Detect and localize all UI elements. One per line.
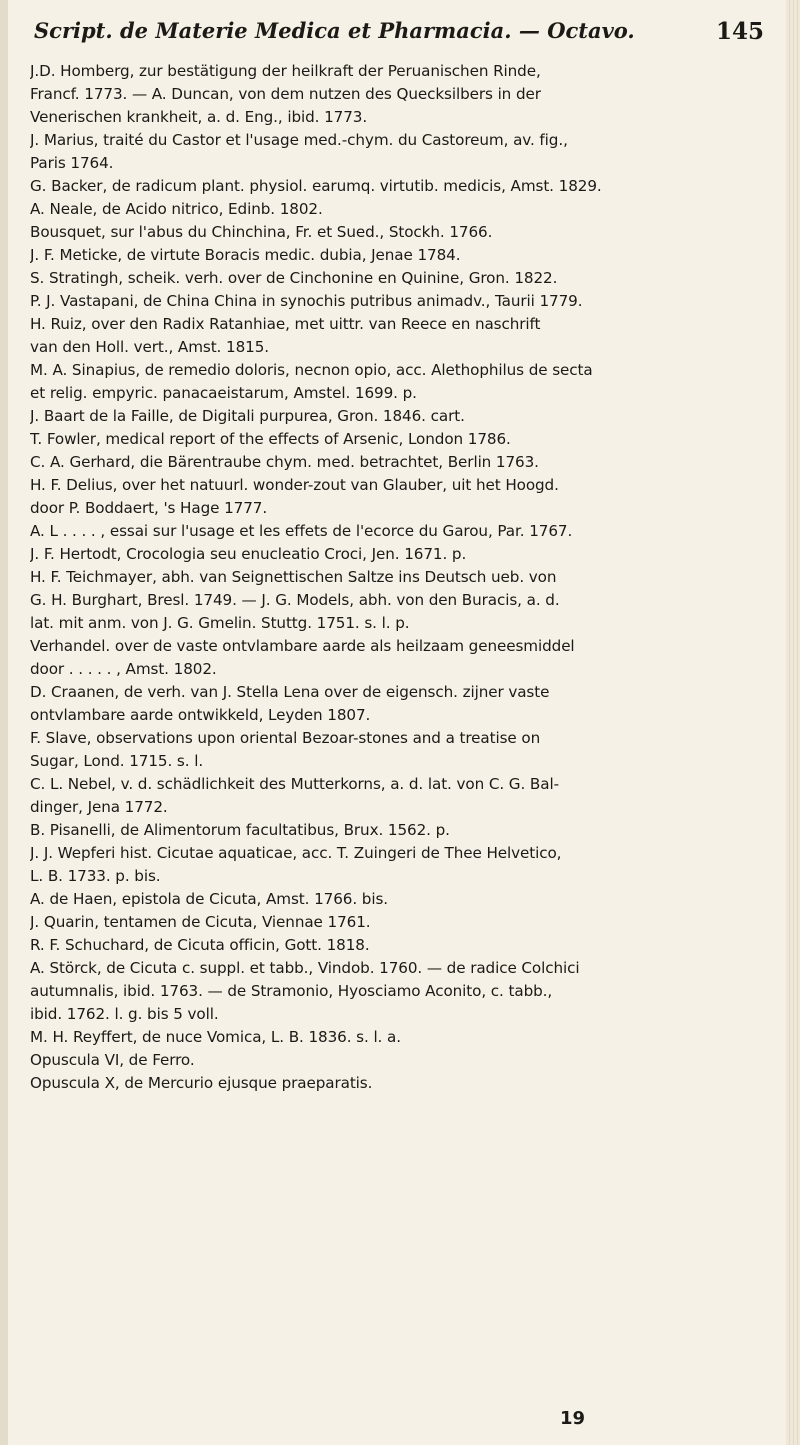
bibliography-line: J. F. Meticke, de virtute Boracis medic. dubia, Jenae 1784. <box>30 246 461 264</box>
bibliography-line: S. Stratingh, scheik. verh. over de Cinchonine en Quinine, Gron. 1822. <box>30 269 558 287</box>
bibliography-line: J. J. Wepferi hist. Cicutae aquaticae, acc. T. Zuingeri de Thee Helvetico, <box>30 844 562 862</box>
bibliography-line: B. Pisanelli, de Alimentorum facultatibus, Brux. 1562. p. <box>30 821 450 839</box>
bibliography-line: H. Ruiz, over den Radix Ratanhiae, met uittr. van Reece en naschrift <box>30 315 541 333</box>
bibliography-line: Francf. 1773. — A. Duncan, von dem nutzen des Quecksilbers in der <box>30 85 541 103</box>
bibliography-line: A. de Haen, epistola de Cicuta, Amst. 1766. bis. <box>30 890 389 908</box>
bibliography-line: H. F. Delius, over het natuurl. wonder-zout van Glauber, uit het Hoogd. <box>30 476 559 494</box>
bibliography-line: ontvlambare aarde ontwikkeld, Leyden 1807. <box>30 706 371 724</box>
bibliography-line: R. F. Schuchard, de Cicuta officin, Gott. 1818. <box>30 936 370 954</box>
bibliography-line: door . . . . . , Amst. 1802. <box>30 660 217 678</box>
bibliography-line: dinger, Jena 1772. <box>30 798 168 816</box>
bibliography-line: C. A. Gerhard, die Bärentraube chym. med. betrachtet, Berlin 1763. <box>30 453 539 471</box>
bibliography-line: A. L . . . . , essai sur l'usage et les effets de l'ecorce du Garou, Par. 1767. <box>30 522 573 540</box>
bibliography-line: A. Störck, de Cicuta c. suppl. et tabb., Vindob. 1760. — de radice Colchici <box>30 959 580 977</box>
bibliography-line: J. Marius, traité du Castor et l'usage med.-chym. du Castoreum, av. fig., <box>30 131 568 149</box>
bibliography-line: J.D. Homberg, zur bestätigung der heilkraft der Peruanischen Rinde, <box>30 62 541 80</box>
bibliography-line: M. A. Sinapius, de remedio doloris, necnon opio, acc. Alethophilus de secta <box>30 361 593 379</box>
bibliography-line: L. B. 1733. p. bis. <box>30 867 161 885</box>
bibliography-line: autumnalis, ibid. 1763. — de Stramonio, Hyosciamo Aconito, c. tabb., <box>30 982 553 1000</box>
bibliography-line: T. Fowler, medical report of the effects of Arsenic, London 1786. <box>30 430 511 448</box>
bibliography-line: door P. Boddaert, 's Hage 1777. <box>30 499 268 517</box>
bibliography-line: D. Craanen, de verh. van J. Stella Lena over de eigensch. zijner vaste <box>30 683 550 701</box>
bibliography-line: ibid. 1762. l. g. bis 5 voll. <box>30 1005 219 1023</box>
bibliography-line: P. J. Vastapani, de China China in synochis putribus animadv., Taurii 1779. <box>30 292 583 310</box>
bibliography-line: Verhandel. over de vaste ontvlambare aarde als heilzaam geneesmiddel <box>30 637 575 655</box>
page-gutter-left <box>0 0 8 1445</box>
bibliography-line: J. F. Hertodt, Crocologia seu enucleatio Croci, Jen. 1671. p. <box>30 545 467 563</box>
bibliography-line: G. Backer, de radicum plant. physiol. earumq. virtutib. medicis, Amst. 1829. <box>30 177 602 195</box>
bibliography-line: lat. mit anm. von J. G. Gmelin. Stuttg. 1751. s. l. p. <box>30 614 410 632</box>
bibliography-list <box>30 60 775 1095</box>
page-edge-right <box>786 0 800 1445</box>
page-number: 145 <box>715 18 764 45</box>
bibliography-line: et relig. empyric. panacaeistarum, Amstel. 1699. p. <box>30 384 417 402</box>
bibliography-line: G. H. Burghart, Bresl. 1749. — J. G. Models, abh. von den Buracis, a. d. <box>30 591 560 609</box>
bibliography-line: M. H. Reyffert, de nuce Vomica, L. B. 1836. s. l. a. <box>30 1028 401 1046</box>
bibliography-line: van den Holl. vert., Amst. 1815. <box>30 338 269 356</box>
bibliography-line: C. L. Nebel, v. d. schädlichkeit des Mutterkorns, a. d. lat. von C. G. Bal- <box>30 775 559 793</box>
bibliography-line: F. Slave, observations upon oriental Bezoar-stones and a treatise on <box>30 729 541 747</box>
bibliography-line: Bousquet, sur l'abus du Chinchina, Fr. et Sued., Stockh. 1766. <box>30 223 493 241</box>
running-head <box>34 18 774 58</box>
bibliography-line: Paris 1764. <box>30 154 114 172</box>
bibliography-line: J. Baart de la Faille, de Digitali purpurea, Gron. 1846. cart. <box>30 407 465 425</box>
bibliography-line: Opuscula X, de Mercurio ejusque praeparatis. <box>30 1074 373 1092</box>
bibliography-line: A. Neale, de Acido nitrico, Edinb. 1802. <box>30 200 323 218</box>
bibliography-line: Venerischen krankheit, a. d. Eng., ibid. 1773. <box>30 108 368 126</box>
bibliography-line: H. F. Teichmayer, abh. van Seignettischen Saltze ins Deutsch ueb. von <box>30 568 557 586</box>
running-head-title: Script. de Materie Medica et Pharmacia. — Octavo. <box>34 18 635 43</box>
bibliography-line: J. Quarin, tentamen de Cicuta, Viennae 1761. <box>30 913 371 931</box>
bibliography-line: Opuscula VI, de Ferro. <box>30 1051 195 1069</box>
signature-mark: 19 <box>560 1408 586 1429</box>
bibliography-line: Sugar, Lond. 1715. s. l. <box>30 752 204 770</box>
